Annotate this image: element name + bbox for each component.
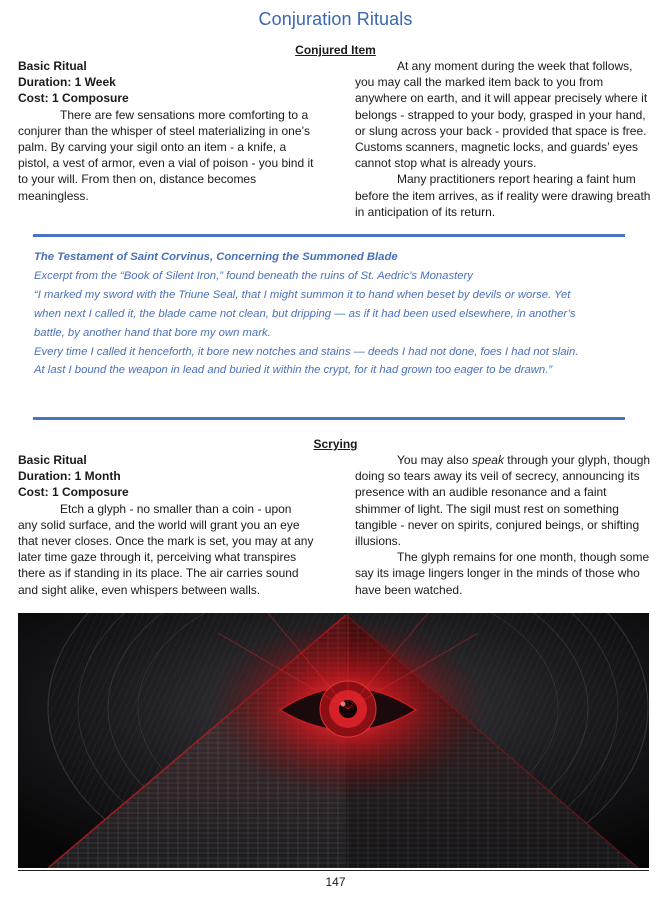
- quote-title: The Testament of Saint Corvinus, Concerning the Summoned Blade: [34, 251, 398, 263]
- section-heading-conjured-item: Conjured Item: [295, 43, 376, 57]
- divider-rule: [33, 417, 625, 420]
- page-title: Conjuration Rituals: [258, 9, 413, 29]
- quote-line: battle, by another hand that bore my own mark.: [34, 326, 271, 339]
- ritual-duration: Duration: 1 Month: [18, 469, 121, 484]
- body-paragraph: The glyph remains for one month, though some say its image lingers longer in the minds of those who have been watched.: [355, 550, 650, 597]
- quote-line: when next I called it, the blade came not clean, but dripping — as if it had been used elsewhere, in another’s: [34, 307, 576, 320]
- ritual-rank: Basic Ritual: [18, 453, 87, 467]
- emphasis-speak: speak: [471, 453, 504, 467]
- quote-line: “I marked my sword with the Triune Seal, that I might summon it to hand when beset by devils or worse. Yet: [34, 288, 571, 301]
- ritual-rank: Basic Ritual: [18, 59, 87, 73]
- quote-line: Excerpt from the “Book of Silent Iron,” found beneath the ruins of St. Aedric’s Monastery: [34, 269, 473, 282]
- section-heading-scrying: Scrying: [313, 437, 358, 451]
- ritual-cost: Cost: 1 Composure: [18, 91, 129, 106]
- divider-rule: [33, 234, 625, 237]
- body-paragraph: There are few sensations more comforting to a conjurer than the whisper of steel materializing in one’s palm. By carving your sigil onto an item - a knife, a pistol, a vest of armor, even a vial of poison - you bind it to your will. From then on, distance becomes meaningless.: [18, 107, 314, 203]
- eye-pyramid-art: [18, 613, 649, 868]
- quote-line: At last I bound the weapon in lead and buried it within the crypt, for it had grown too eager to be drawn.”: [34, 364, 553, 377]
- conjured-item-left-column: [18, 58, 314, 204]
- conjured-item-right-column: [355, 58, 651, 220]
- footer-rule: [18, 870, 649, 871]
- body-paragraph: Many practitioners report hearing a faint hum before the item arrives, as if reality were drawing breath in anticipation of its return.: [355, 172, 651, 219]
- body-paragraph: You may also speak through your glyph, though doing so tears away its veil of secrecy, announcing its presence with an audible resonance and a faint shimmer of light. The sigil must rest on something tangible - never on spirits, conjured beings, or shifting illusions.: [355, 453, 651, 549]
- ritual-duration: Duration: 1 Week: [18, 75, 116, 90]
- quote-line: Every time I called it henceforth, it bore new notches and stains — deeds I had not done, foes I had not slain.: [34, 345, 579, 358]
- body-paragraph: Etch a glyph - no smaller than a coin - upon any solid surface, and the world will grant you an eye that never closes. Once the mark is set, you may at any later time gaze through it, perceiving what transpires there as if standing in its place. The air carries sound and sight alike, even whispers between walls.: [18, 501, 314, 597]
- testament-quote-block: [34, 248, 626, 380]
- all-seeing-eye-illustration: [18, 613, 649, 868]
- scrying-left-column: [18, 452, 314, 598]
- scrying-right-column: [355, 452, 651, 598]
- page-number: 147: [325, 875, 346, 889]
- body-paragraph: At any moment during the week that follows, you may call the marked item back to you from anywhere on earth, and it will appear precisely where it belongs - strapped to your body, grasped in your hand, or slung across your back - provided that space is free. Customs scanners, magnetic locks, and guards’ eyes cannot stop what is already yours.: [355, 59, 648, 171]
- ritual-cost: Cost: 1 Composure: [18, 485, 129, 500]
